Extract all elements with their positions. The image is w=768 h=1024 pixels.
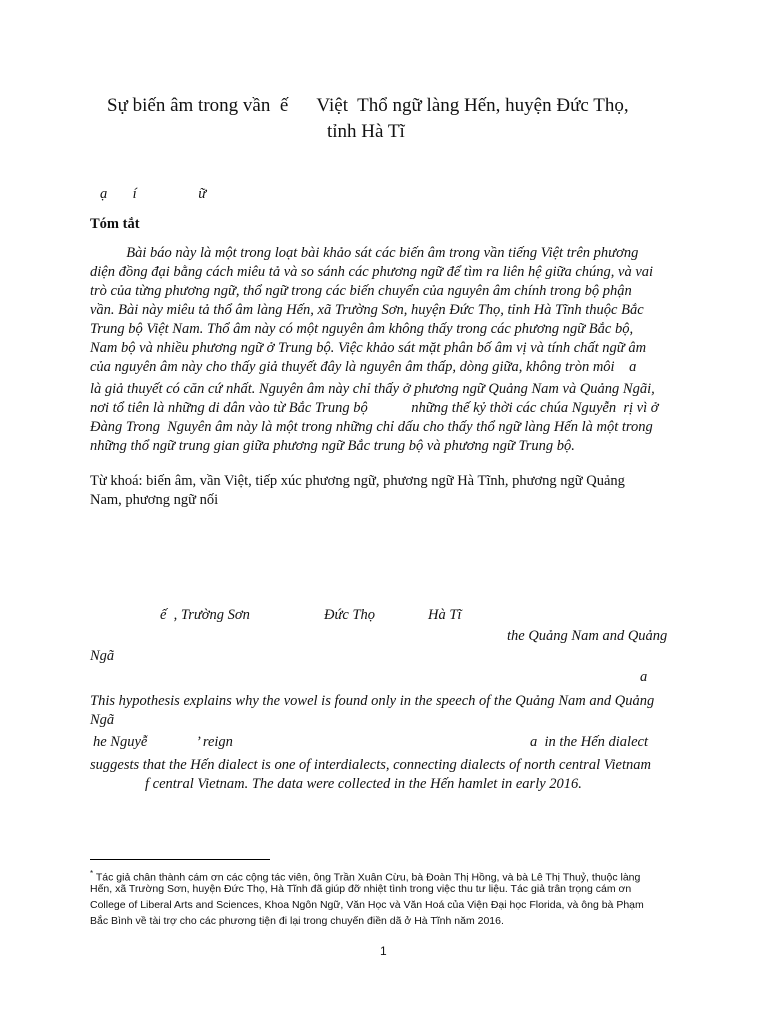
abstract-line-2: diện đồng đại bằng cách miêu tả và so sánh các phương ngữ để tìm ra liên hệ giữa chúng, và vai xyxy=(90,264,654,280)
footnote-line-3: College of Liberal Arts and Sciences, Khoa Ngôn Ngữ, Văn Học và Văn Hoá của Viện Đại học Florida, và ông bà Phạm xyxy=(90,899,644,911)
english-fragment-hen-dialect: a in the Hến dialect xyxy=(530,734,648,750)
english-fragment-reign: ’ reign xyxy=(196,734,233,750)
english-line-2: the Quảng Nam and Quảng xyxy=(507,628,668,644)
english-line-6: Ngã xyxy=(90,712,115,728)
english-line-3: Ngã xyxy=(90,648,115,664)
english-vowel-symbol: a xyxy=(640,669,648,685)
footnote-line-4: Bắc Bình về tài trợ cho các phương tiện đi lại trong chuyến điền dã ở Hà Tĩnh năm 2016. xyxy=(90,915,504,927)
footnote-separator xyxy=(90,859,270,860)
abstract-line-8: là giả thuyết có căn cứ nhất. Nguyên âm này chỉ thấy ở phương ngữ Quảng Nam và Quảng Ngãi, xyxy=(90,381,655,397)
abstract-heading: Tóm tắt xyxy=(90,216,140,232)
english-fragment-province: Hà Tĩ xyxy=(428,607,462,623)
footnote-marker: * xyxy=(90,869,94,878)
english-fragment-hamlet: ế , Trường Sơn xyxy=(160,607,250,623)
author-fragment: ạ í ữ xyxy=(100,186,207,202)
english-line-8: suggests that the Hến dialect is one of interdialects, connecting dialects of north central Vietnam xyxy=(90,757,651,773)
abstract-line-1: Bài báo này là một trong loạt bài khảo sát các biến âm trong vần tiếng Việt trên phương xyxy=(90,245,639,261)
footnote-text-1: Tác giả chân thành cám ơn các cộng tác viên, ông Trần Xuân Cừu, bà Đoàn Thị Hồng, và bà Lê Thị Thuỷ, thuộc làng xyxy=(93,871,641,884)
english-line-5: This hypothesis explains why the vowel is found only in the speech of the Quảng Nam and Quảng xyxy=(90,693,655,709)
keywords-line-1: Từ khoá: biến âm, vần Việt, tiếp xúc phương ngữ, phương ngữ Hà Tĩnh, phương ngữ Quảng xyxy=(90,473,625,489)
abstract-line-5: Trung bộ Việt Nam. Thổ âm này có một nguyên âm không thấy trong các phương ngữ Bắc bộ, xyxy=(90,321,634,337)
abstract-line-4: vần. Bài này miêu tả thổ âm làng Hến, xã Trường Sơn, huyện Đức Thọ, tỉnh Hà Tĩnh thuộc Bắc xyxy=(90,302,644,318)
abstract-line-6: Nam bộ và nhiều phương ngữ ở Trung bộ. Việc khảo sát mặt phân bố âm vị và tính chất ngữ âm xyxy=(90,340,647,356)
keywords-line-2: Nam, phương ngữ nối xyxy=(90,492,219,508)
english-line-9: f central Vietnam. The data were collected in the Hến hamlet in early 2016. xyxy=(145,776,582,792)
abstract-line-7: của nguyên âm này cho thấy giả thuyết đây là nguyên âm thấp, dòng giữa, không tròn môi ɑ xyxy=(90,359,637,375)
english-fragment-district: Đức Thọ xyxy=(324,607,376,623)
english-fragment-nguyen: he Nguyễ xyxy=(93,734,148,750)
page-title-line-2: tỉnh Hà Tĩ xyxy=(327,121,405,142)
footnote-line-2: Hến, xã Trường Sơn, huyện Đức Thọ, Hà Tĩnh đã giúp đỡ nhiệt tình trong việc thu tư liệu. Tác giả trân trọng cám ơn xyxy=(90,883,632,895)
abstract-line-10: Đàng Trong Nguyên âm này là một trong những chỉ dấu cho thấy thổ ngữ làng Hến là một trong xyxy=(90,419,653,435)
abstract-line-3: trò của từng phương ngữ, thổ ngữ trong các biến chuyển của nguyên âm chính trong bộ phận xyxy=(90,283,632,299)
abstract-line-11: những thổ ngữ trung gian giữa phương ngữ Bắc trung bộ và phương ngữ Trung bộ. xyxy=(90,438,575,454)
page-title-line-1: Sự biến âm trong vần ế Việt Thổ ngữ làng Hến, huyện Đức Thọ, xyxy=(107,95,629,116)
page-number: 1 xyxy=(380,944,387,958)
abstract-line-9: nơi tổ tiên là những di dân vào từ Bắc Trung bộ những thế kỷ thời các chúa Nguyễn rị vì ở xyxy=(90,400,659,416)
